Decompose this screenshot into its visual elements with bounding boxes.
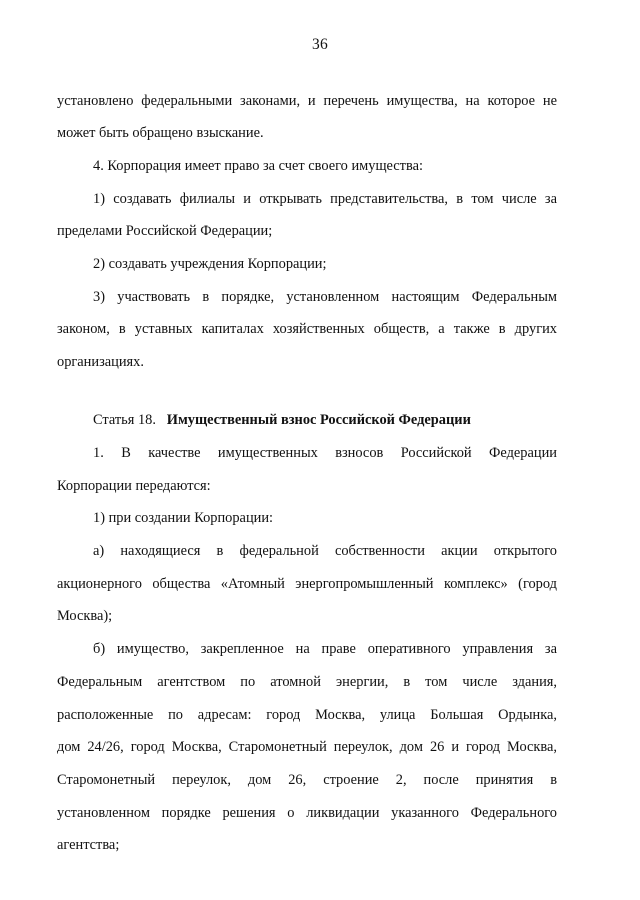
text-line: 2) создавать учреждения Корпорации; (93, 256, 327, 272)
text-line: 1. В качестве имущественных взносов Российской Федерации (93, 445, 557, 461)
text-line: 4. Корпорация имеет право за счет своего имущества: (93, 158, 423, 174)
text-line: Старомонетный переулок, дом 26, строение 2, после принятия в (57, 772, 557, 788)
text-line: дом 24/26, город Москва, Старомонетный переулок, дом 26 и город Москва, (57, 739, 557, 755)
page-number: 36 (311, 36, 329, 53)
article-label: Статья 18. (93, 412, 156, 428)
text-line: Москва); (57, 608, 113, 624)
text-line: законом, в уставных капиталах хозяйственных обществ, а также в других (57, 321, 557, 337)
text-line: 1) при создании Корпорации: (93, 510, 274, 526)
text-line: установлено федеральными законами, и перечень имущества, на которое не (57, 93, 557, 109)
text-line: пределами Российской Федерации; (57, 223, 273, 239)
text-line: установленном порядке решения о ликвидации указанного Федерального (57, 805, 557, 821)
article-title: Имущественный взнос Российской Федерации (166, 412, 471, 428)
text-line: акционерного общества «Атомный энергопромышленный комплекс» (город (57, 576, 557, 592)
text-line: 1) создавать филиалы и открывать представительства, в том числе за (93, 191, 557, 207)
article-heading (93, 411, 557, 429)
text-line: Федеральным агентством по атомной энергии, в том числе здания, (57, 674, 557, 690)
text-line: 3) участвовать в порядке, установленном настоящим Федеральным (93, 289, 557, 305)
text-line: б) имущество, закрепленное на праве оперативного управления за (93, 641, 557, 657)
text-line: Корпорации передаются: (57, 478, 211, 494)
text-line: расположенные по адресам: город Москва, улица Большая Ордынка, (57, 707, 557, 723)
text-line: организациях. (57, 354, 144, 370)
text-line: а) находящиеся в федеральной собственности акции открытого (93, 543, 557, 559)
text-line: может быть обращено взыскание. (57, 125, 264, 141)
text-line: агентства; (57, 837, 120, 853)
